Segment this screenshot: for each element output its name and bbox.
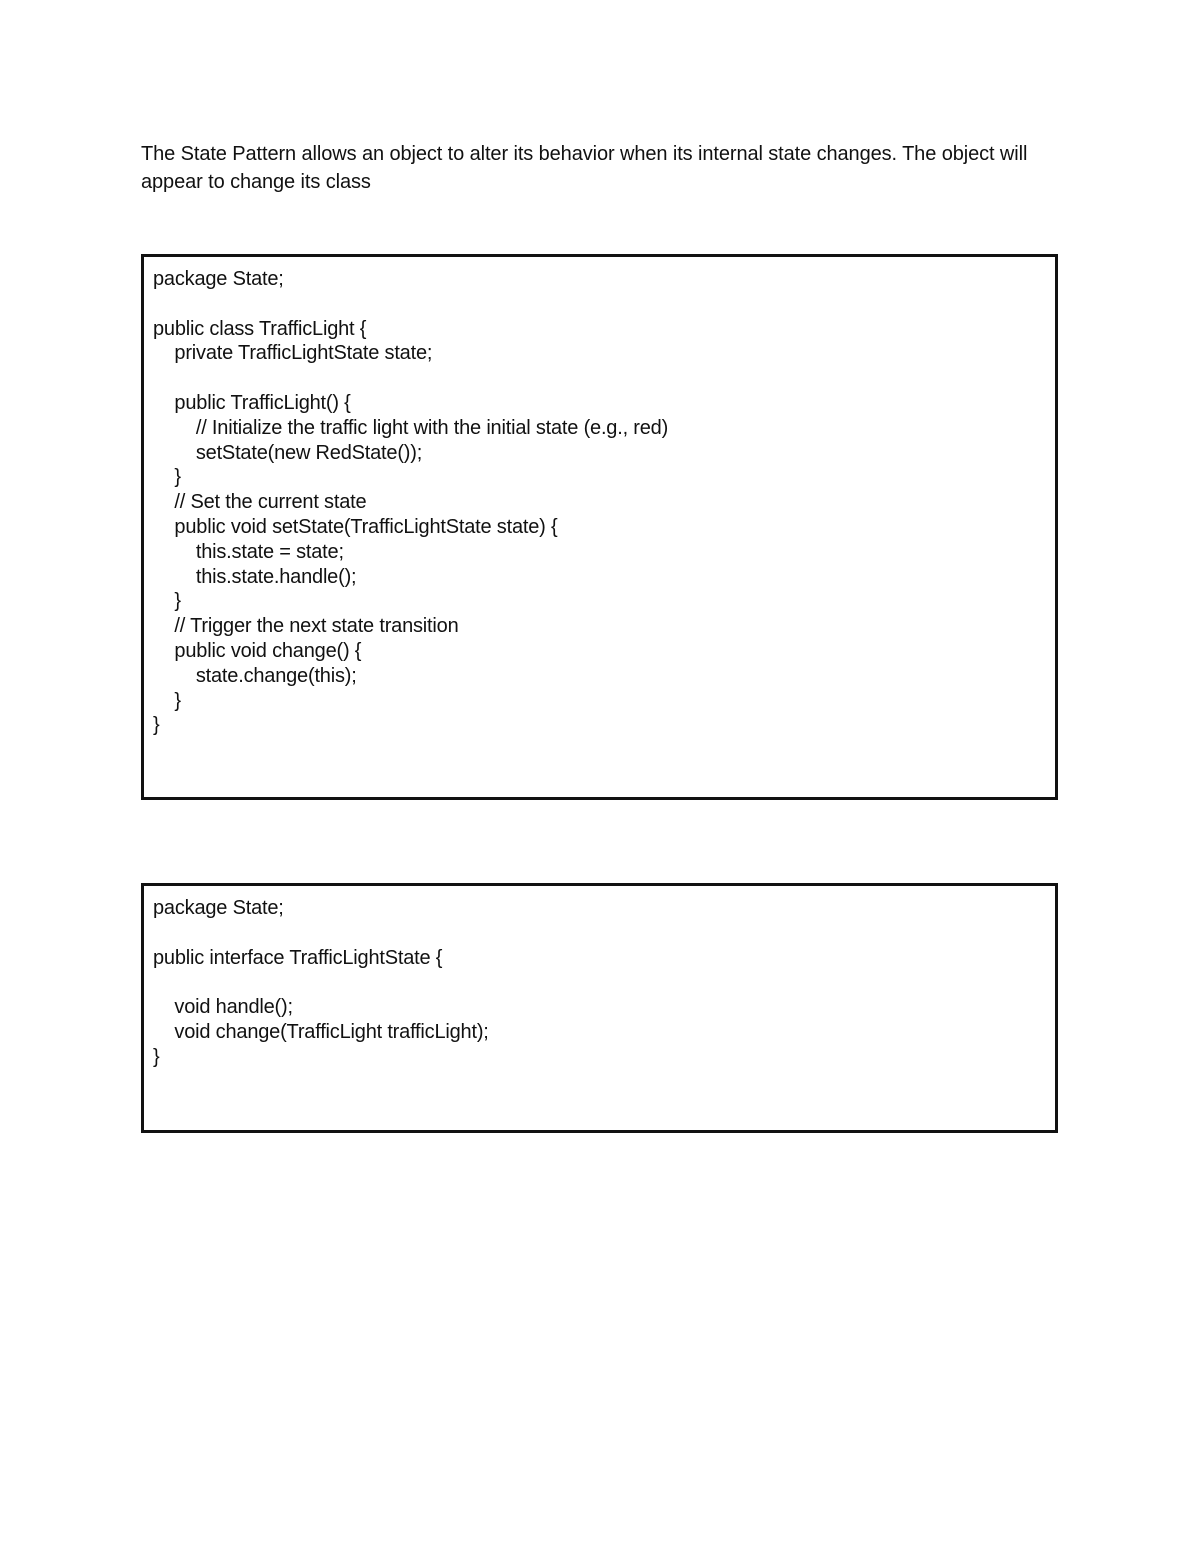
- code-line: }: [153, 714, 160, 737]
- code-line: this.state.handle();: [153, 565, 357, 588]
- code-line: [153, 292, 1046, 317]
- code-line: package State;: [153, 268, 284, 290]
- code-line: }: [153, 590, 181, 613]
- code-line: void handle();: [153, 996, 293, 1019]
- code-line: private TrafficLightState state;: [153, 342, 433, 365]
- code-block-traffic-light-state: [141, 883, 1058, 1133]
- code-line: }: [153, 1045, 160, 1068]
- code-block-traffic-light: [141, 254, 1058, 800]
- code-line: public TrafficLight() {: [153, 391, 351, 414]
- code-line: }: [153, 466, 181, 489]
- code-line: void change(TrafficLight trafficLight);: [153, 1020, 489, 1043]
- code-line: state.change(this);: [153, 664, 357, 687]
- code-line: // Trigger the next state transition: [153, 615, 459, 638]
- code-line: package State;: [153, 897, 284, 919]
- code-line: public void setState(TrafficLightState state) {: [153, 515, 558, 538]
- code-line: this.state = state;: [153, 540, 344, 563]
- code-line: // Initialize the traffic light with the initial state (e.g., red): [153, 416, 669, 439]
- code-line: [153, 366, 1046, 391]
- code-line: public class TrafficLight {: [153, 317, 367, 340]
- code-line: [153, 921, 1046, 946]
- code-line: }: [153, 689, 181, 712]
- code-line: public interface TrafficLightState {: [153, 946, 443, 969]
- code-line: [153, 970, 1046, 995]
- code-line: public void change() {: [153, 639, 362, 662]
- code-line: // Set the current state: [153, 491, 367, 514]
- code-line: setState(new RedState());: [153, 441, 423, 464]
- intro-paragraph: The State Pattern allows an object to alter its behavior when its internal state changes. The object will appear to change its class: [141, 143, 1028, 193]
